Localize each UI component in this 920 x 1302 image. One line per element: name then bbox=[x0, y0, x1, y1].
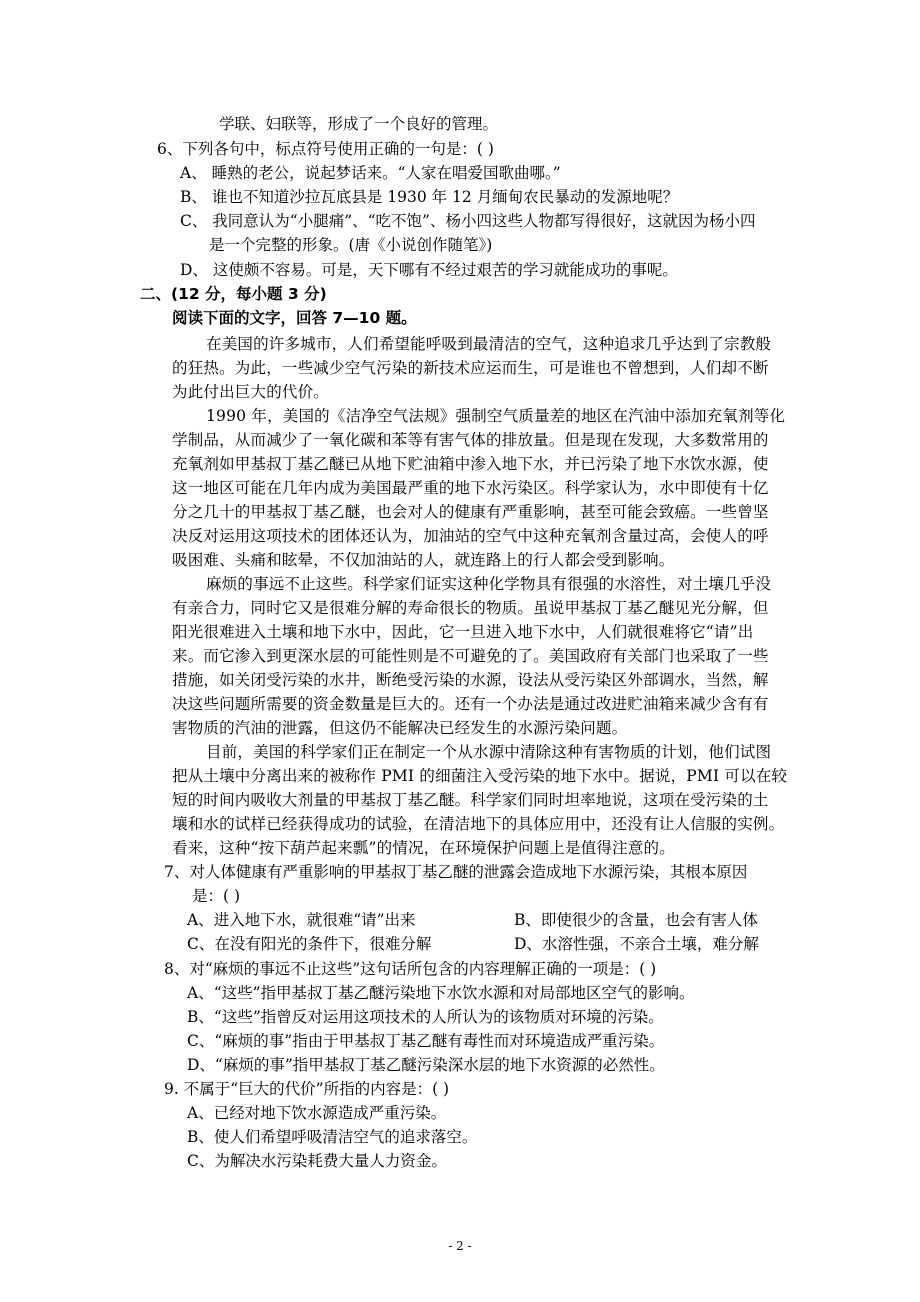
passage-line: 决反对运用这项技术的团体还认为，加油站的空气中这种充氧剂含量过高，会使人的呼 bbox=[172, 527, 769, 545]
q8-option-b: B、“这些”指曾反对运用这项技术的人所认为的该物质对环境的污染。 bbox=[187, 1008, 664, 1026]
passage-line: 目前，美国的科学家们正在制定一个从水源中清除这种有害物质的计划，他们试图 bbox=[206, 743, 772, 761]
q8-option-d: D、“麻烦的事”指甲基叔丁基乙醚污染深水层的地下水资源的必然性。 bbox=[187, 1056, 665, 1074]
q7-option-d: D、水溶性强，不亲合土壤，难分解 bbox=[514, 935, 759, 953]
q6-option-c: C、 我同意认为“小腿痛”、“吃不饱”、杨小四这些人物都写得很好，这就因为杨小四 bbox=[180, 212, 756, 230]
passage-line: 看来，这种“按下葫芦起来瓢”的情况，在环境保护问题上是值得注意的。 bbox=[172, 839, 675, 857]
passage-line: 有亲合力，同时它又是很难分解的寿命很长的物质。虽说甲基叔丁基乙醚见光分解，但 bbox=[172, 599, 769, 617]
q9-option-c: C、为解决水污染耗费大量人力资金。 bbox=[187, 1152, 447, 1170]
q9-option-a: A、已经对地下饮水源造成严重污染。 bbox=[187, 1104, 447, 1122]
q9-option-b: B、使人们希望呼吸清洁空气的追求落空。 bbox=[187, 1128, 478, 1146]
passage-line: 决这些问题所需要的资金数量是巨大的。还有一个办法是通过改进贮油箱来减少含有有 bbox=[172, 695, 769, 713]
top-continuation-line: 学联、妇联等，形成了一个良好的管理。 bbox=[219, 115, 499, 133]
q7-stem-cont: 是：( ) bbox=[192, 887, 241, 905]
q8-option-a: A、“这些”指甲基叔丁基乙醚污染地下水饮水源和对局部地区空气的影响。 bbox=[187, 984, 695, 1002]
section-2-title: 二、(12 分，每小题 3 分) bbox=[140, 285, 327, 303]
passage-line: 把从土壤中分离出来的被称作 PMI 的细菌注入受污染的地下水中。据说，PMI 可以在较 bbox=[172, 767, 788, 785]
section-2-instruction: 阅读下面的文字，回答 7—10 题。 bbox=[172, 309, 417, 327]
q8-stem: 8、对“麻烦的事远不止这些”这句话所包含的内容理解正确的一项是：( ) bbox=[164, 960, 657, 978]
passage-line: 吸困难、头痛和眩晕，不仅加油站的人，就连路上的行人都会受到影响。 bbox=[172, 551, 675, 569]
q7-option-c: C、在没有阳光的条件下，很难分解 bbox=[187, 935, 432, 953]
passage-line: 充氧剂如甲基叔丁基乙醚已从地下贮油箱中渗入地下水，并已污染了地下水饮水源，使 bbox=[172, 455, 769, 473]
passage-line: 1990 年，美国的《洁净空气法规》强制空气质量差的地区在汽油中添加充氧剂等化 bbox=[206, 407, 786, 425]
page-number: - 2 - bbox=[448, 1239, 472, 1253]
q6-option-b: B、 谁也不知道沙拉瓦底县是 1930 年 12 月缅甸农民暴动的发源地呢？ bbox=[180, 188, 679, 206]
q7-option-a: A、进入地下水，就很难“请”出来 bbox=[187, 911, 416, 929]
passage-line: 在美国的许多城市，人们希望能呼吸到最清洁的空气，这种追求几乎达到了宗教般 bbox=[206, 335, 772, 353]
q6-option-c-cont: 是一个完整的形象。(唐《小说创作随笔》) bbox=[209, 236, 493, 254]
q6-option-a: A、 睡熟的老公，说起梦话来。“人家在唱爱国歌曲哪。” bbox=[180, 164, 561, 182]
passage-line: 措施，如关闭受污染的水井，断绝受污染的水源，设法从受污染区外部调水，当然，解 bbox=[172, 671, 769, 689]
q6-stem: 6、下列各句中，标点符号使用正确的一句是：( ) bbox=[157, 140, 494, 158]
q7-option-b: B、即使很少的含量，也会有害人体 bbox=[514, 911, 758, 929]
q6-option-d: D、 这使颇不容易。可是，天下哪有不经过艰苦的学习就能成功的事呢。 bbox=[180, 261, 678, 279]
q7-stem: 7、对人体健康有严重影响的甲基叔丁基乙醚的泄露会造成地下水源污染，其根本原因 bbox=[164, 863, 748, 881]
q8-option-c: C、“麻烦的事”指由于甲基叔丁基乙醚有毒性而对环境造成严重污染。 bbox=[187, 1032, 665, 1050]
passage-line: 阳光很难进入土壤和地下水中，因此，它一旦进入地下水中，人们就很难将它“请”出 bbox=[172, 623, 754, 641]
passage-line: 的狂热。为此，一些减少空气污染的新技术应运而生，可是谁也不曾想到，人们却不断 bbox=[172, 359, 769, 377]
passage-line: 这一地区可能在几年内成为美国最严重的地下水污染区。科学家认为，水中即使有十亿 bbox=[172, 479, 769, 497]
q9-stem: 9. 不属于“巨大的代价”所指的内容是：( ) bbox=[164, 1080, 450, 1098]
passage-line: 分之几十的甲基叔丁基乙醚，也会对人的健康有严重影响，甚至可能会致癌。一些曾坚 bbox=[172, 503, 769, 521]
passage-line: 为此付出巨大的代价。 bbox=[172, 383, 330, 401]
passage-line: 壤和水的试样已经获得成功的试验，在清洁地下的具体应用中，还没有让人信服的实例。 bbox=[172, 815, 785, 833]
passage-line: 短的时间内吸收大剂量的甲基叔丁基乙醚。科学家们同时坦率地说，这项在受污染的土 bbox=[172, 791, 769, 809]
passage-line: 来。而它渗入到更深水层的可能性则是不可避免的了。美国政府有关部门也采取了一些 bbox=[172, 647, 769, 665]
passage-line: 学制品，从而减少了一氧化碳和苯等有害气体的排放量。但是现在发现，大多数常用的 bbox=[172, 431, 769, 449]
passage-line: 害物质的汽油的泄露，但这仍不能解决已经发生的水源污染问题。 bbox=[172, 719, 628, 737]
passage-line: 麻烦的事远不止这些。科学家们证实这种化学物具有很强的水溶性，对土壤几乎没 bbox=[206, 575, 772, 593]
